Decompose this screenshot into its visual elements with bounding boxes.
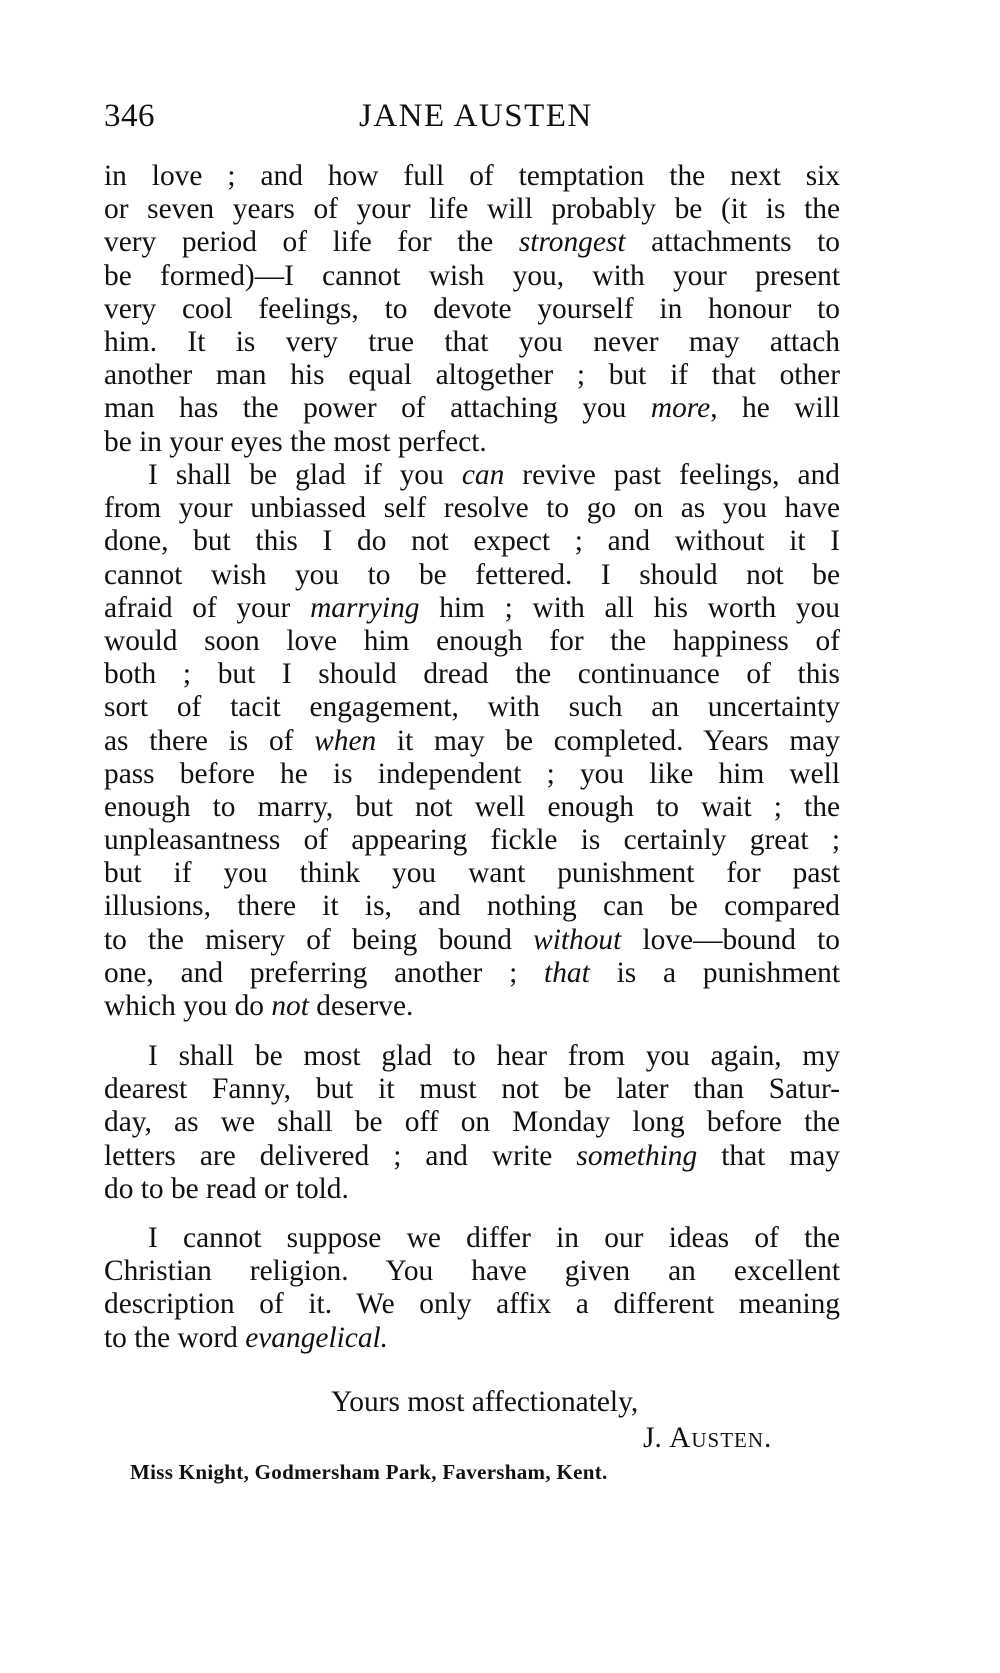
text-run: him ; with all his worth you [419, 591, 840, 624]
text-run: but if you think you want punishment for past [104, 857, 840, 890]
text-line [104, 426, 840, 459]
closing-salutation: Yours most affectionately, [331, 1386, 639, 1418]
text-line [104, 691, 840, 724]
text-line [104, 492, 840, 525]
text-run: from your unbiassed self resolve to go on as you have [104, 492, 840, 525]
italic-text: when [314, 724, 377, 757]
text-run: illusions, there it is, and nothing can be compared [104, 890, 840, 923]
text-line [104, 260, 840, 293]
italic-text: marrying [310, 591, 420, 624]
text-run: that may [697, 1139, 840, 1172]
text-run: to the misery of being bound [104, 923, 534, 956]
text-run: one, and preferring another ; [104, 956, 545, 989]
text-line [104, 293, 840, 326]
text-line [104, 359, 840, 392]
text-run: him. It is very true that you never may attach [104, 325, 840, 358]
italic-text: can [461, 459, 505, 491]
text-run: to the word [104, 1321, 246, 1354]
text-run: , he will [710, 392, 840, 425]
text-line [104, 625, 840, 658]
text-run: both ; but I should dread the continuance of this [104, 658, 840, 691]
text-run: which you do [104, 990, 272, 1022]
text-line [104, 592, 840, 625]
text-run: I shall be glad if you [148, 459, 462, 491]
text-run: unpleasantness of appearing fickle is certainly great ; [104, 824, 840, 857]
text-run: enough to marry, but not well enough to wait ; the [104, 790, 840, 823]
text-run: sort of tacit engagement, with such an uncertainty [104, 691, 840, 724]
text-run: be formed)—I cannot wish you, with your present [104, 259, 840, 292]
text-run: do to be read or told. [104, 1172, 349, 1205]
text-run: cannot wish you to be fettered. I should not be [104, 558, 840, 591]
paragraph-4 [104, 1222, 840, 1355]
paragraph-3 [104, 1040, 840, 1206]
text-run: done, but this I do not expect ; and without it I [104, 525, 840, 558]
text-line [104, 559, 840, 592]
running-head: JANE AUSTEN [359, 98, 593, 134]
text-line [104, 326, 840, 359]
paragraph-1 [104, 160, 840, 459]
text-run: I cannot suppose we differ in our ideas of the [148, 1222, 840, 1254]
text-line [104, 226, 840, 259]
text-run: pass before he is independent ; you like him well [104, 757, 840, 790]
address-line: Miss Knight, Godmersham Park, Faversham, Kent. [130, 1460, 608, 1484]
text-line [104, 791, 840, 824]
text-line [104, 824, 840, 857]
text-line [104, 990, 840, 1023]
text-line [104, 1173, 840, 1206]
text-line [104, 1040, 840, 1073]
text-run: dearest Fanny, but it must not be later than Satur- [104, 1073, 840, 1106]
text-run: description of it. We only affix a different meaning [104, 1288, 840, 1321]
text-run: day, as we shall be off on Monday long before the [104, 1106, 840, 1139]
text-run: Christian religion. You have given an excellent [104, 1255, 840, 1288]
text-line [104, 924, 840, 957]
text-line [104, 658, 840, 691]
text-run: deserve. [308, 990, 414, 1022]
text-line [104, 392, 840, 425]
signature-initial: J. [643, 1422, 670, 1454]
text-run: another man his equal altogether ; but if that other [104, 359, 840, 392]
italic-text: something [576, 1139, 698, 1172]
text-line [104, 525, 840, 558]
text-line [104, 459, 840, 492]
text-run: very period of life for the [104, 226, 519, 259]
text-run: afraid of your [104, 591, 311, 624]
text-line [104, 160, 840, 193]
text-run: love—bound to [621, 923, 840, 956]
italic-text: more [650, 392, 711, 425]
text-line [104, 725, 840, 758]
text-run: man has the power of attaching you [104, 392, 651, 425]
text-run: is a punishment [589, 956, 841, 989]
paragraph-2 [104, 459, 840, 1023]
italic-text: that [544, 956, 590, 989]
italic-text: without [533, 923, 622, 956]
italic-text: strongest [518, 226, 626, 259]
text-line [104, 758, 840, 791]
text-line [104, 1255, 840, 1288]
text-line [104, 1222, 840, 1255]
text-line [104, 1073, 840, 1106]
text-run: I shall be most glad to hear from you again, my [148, 1040, 840, 1072]
text-line [104, 957, 840, 990]
signature [643, 1422, 772, 1455]
text-line [104, 1288, 840, 1321]
text-run: attachments to [625, 226, 840, 259]
text-run: as there is of [104, 724, 315, 757]
text-line [104, 1106, 840, 1139]
text-run: would soon love him enough for the happiness of [104, 624, 840, 657]
italic-text: evangelical. [245, 1321, 389, 1354]
text-run: letters are delivered ; and write [104, 1139, 577, 1172]
text-run: revive past feelings, and [504, 459, 840, 491]
text-line [104, 890, 840, 923]
text-run: or seven years of your life will probably be (it is the [104, 193, 840, 226]
text-line [104, 193, 840, 226]
text-run: in love ; and how full of temptation the next six [104, 160, 840, 192]
text-run: very cool feelings, to devote yourself in honour to [104, 292, 840, 325]
text-line [104, 857, 840, 890]
italic-text: not [271, 990, 309, 1022]
text-run: be in your eyes the most perfect. [104, 425, 487, 458]
text-run: it may be completed. Years may [376, 724, 840, 757]
signature-surname: Austen. [669, 1422, 773, 1454]
page-number: 346 [104, 98, 155, 134]
text-line [104, 1140, 840, 1173]
text-line [104, 1322, 840, 1355]
